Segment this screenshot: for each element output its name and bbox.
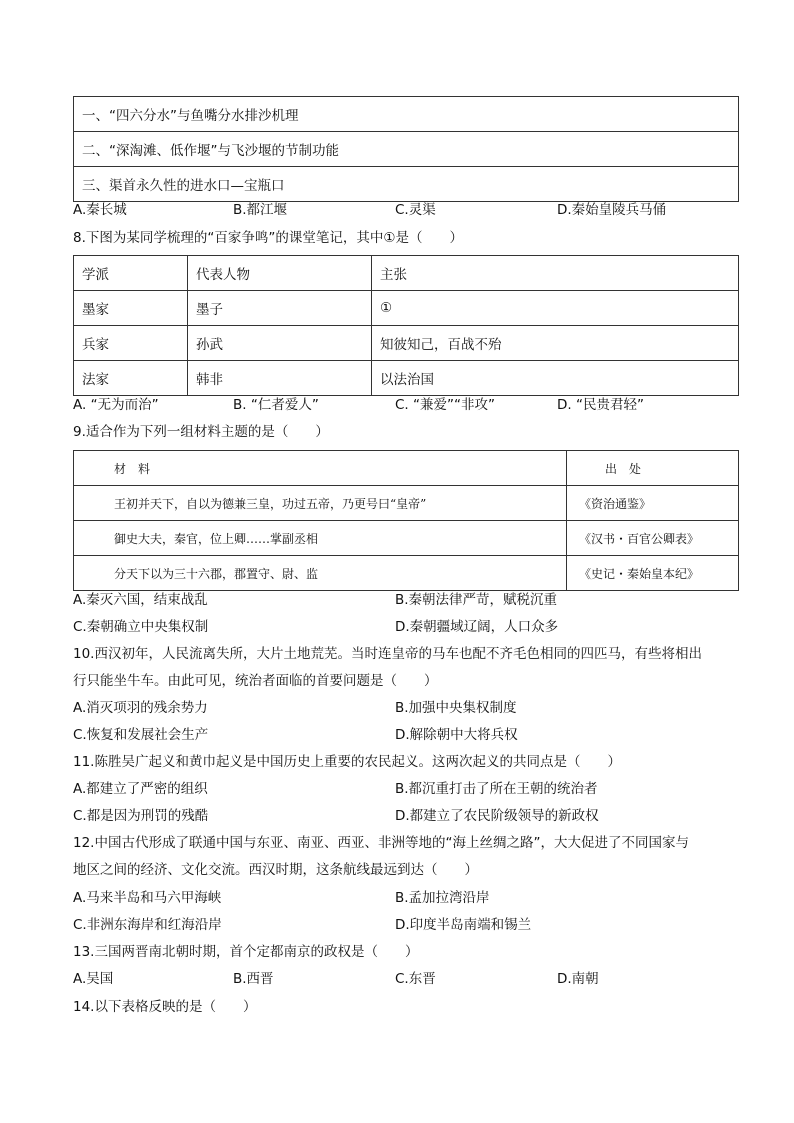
q10-option-b[interactable]: B.加强中央集权制度 (395, 700, 517, 716)
q9-option-d[interactable]: D.秦朝疆域辽阔，人口众多 (395, 619, 559, 635)
q8-cell: 以法治国 (372, 361, 739, 396)
q8-cell: 兵家 (74, 326, 188, 361)
q8-cell: ① (372, 291, 739, 326)
q13-option-d[interactable]: D.南朝 (557, 971, 599, 987)
q7-table-row: 二、“深淘滩、低作堰”与飞沙堰的节制功能 (74, 132, 739, 167)
q11-option-b[interactable]: B.都沉重打击了所在王朝的统治者 (395, 781, 598, 797)
q8-cell: 韩非 (188, 361, 372, 396)
q9-header-source: 出 处 (567, 451, 739, 486)
q11-option-a[interactable]: A.都建立了严密的组织 (73, 781, 208, 797)
q7-option-d[interactable]: D.秦始皇陵兵马俑 (557, 202, 667, 218)
q8-stem: 8.下图为某同学梳理的“百家争鸣”的课堂笔记，其中①是（ ） (73, 230, 463, 246)
q7-option-b[interactable]: B.都江堰 (233, 202, 288, 218)
q9-cell-material: 御史大夫，秦官，位上卿……掌副丞相 (74, 521, 567, 556)
q12-option-a[interactable]: A.马来半岛和马六甲海峡 (73, 890, 222, 906)
q7-option-a[interactable]: A.秦长城 (73, 202, 127, 218)
q9-cell-material: 王初并天下，自以为德兼三皇，功过五帝，乃更号曰“皇帝” (74, 486, 567, 521)
q9-cell-material: 分天下以为三十六郡，郡置守、尉、监 (74, 556, 567, 591)
q8-cell: 知彼知己，百战不殆 (372, 326, 739, 361)
q13-option-b[interactable]: B.西晋 (233, 971, 274, 987)
q12-option-d[interactable]: D.印度半岛南端和锡兰 (395, 917, 532, 933)
q10-option-c[interactable]: C.恢复和发展社会生产 (73, 727, 209, 743)
q9-header-material: 材 料 (74, 451, 567, 486)
q10-option-a[interactable]: A.消灭项羽的残余势力 (73, 700, 208, 716)
q13-option-c[interactable]: C.东晋 (395, 971, 436, 987)
q8-header-claim: 主张 (372, 256, 739, 291)
q12-option-c[interactable]: C.非洲东海岸和红海沿岸 (73, 917, 222, 933)
q12-option-b[interactable]: B.孟加拉湾沿岸 (395, 890, 490, 906)
q9-option-b[interactable]: B.秦朝法律严苛，赋税沉重 (395, 592, 558, 608)
q9-option-c[interactable]: C.秦朝确立中央集权制 (73, 619, 209, 635)
q10-stem-line1: 10.西汉初年，人民流离失所，大片土地荒芜。当时连皇帝的马车也配不齐毛色相同的四匹马，有些将相出 (73, 646, 702, 662)
q8-table (73, 255, 739, 396)
q12-stem-line2: 地区之间的经济、文化交流。西汉时期，这条航线最远到达（ ） (73, 862, 478, 878)
q8-header-school: 学派 (74, 256, 188, 291)
q7-table-row: 一、“四六分水”与鱼嘴分水排沙机理 (74, 97, 739, 132)
q7-table (73, 96, 739, 202)
q8-option-b[interactable]: B. “仁者爱人” (233, 397, 319, 413)
q11-option-c[interactable]: C.都是因为刑罚的残酷 (73, 808, 209, 824)
q12-stem-line1: 12.中国古代形成了联通中国与东亚、南亚、西亚、非洲等地的“海上丝绸之路”，大大促进了不同国家与 (73, 835, 689, 851)
q10-stem-line2: 行只能坐牛车。由此可见，统治者面临的首要问题是（ ） (73, 673, 438, 689)
q10-option-d[interactable]: D.解除朝中大将兵权 (395, 727, 518, 743)
q9-cell-source: 《史记・秦始皇本纪》 (567, 556, 739, 591)
q9-cell-source: 《汉书・百官公卿表》 (567, 521, 739, 556)
q9-cell-source: 《资治通鉴》 (567, 486, 739, 521)
q8-option-d[interactable]: D. “民贵君轻” (557, 397, 644, 413)
q8-cell: 孙武 (188, 326, 372, 361)
q8-cell: 墨子 (188, 291, 372, 326)
q9-table (73, 450, 739, 591)
q9-option-a[interactable]: A.秦灭六国，结束战乱 (73, 592, 208, 608)
q13-stem: 13.三国两晋南北朝时期，首个定都南京的政权是（ ） (73, 944, 419, 960)
q7-option-c[interactable]: C.灵渠 (395, 202, 436, 218)
q13-option-a[interactable]: A.吴国 (73, 971, 114, 987)
q11-stem: 11.陈胜吴广起义和黄巾起义是中国历史上重要的农民起义。这两次起义的共同点是（ ） (73, 754, 621, 770)
q9-stem: 9.适合作为下列一组材料主题的是（ ） (73, 424, 329, 440)
q7-table-row: 三、渠首永久性的进水口—宝瓶口 (74, 167, 739, 202)
q8-cell: 墨家 (74, 291, 188, 326)
q8-option-c[interactable]: C. “兼爱”“非攻” (395, 397, 495, 413)
q8-header-person: 代表人物 (188, 256, 372, 291)
q8-option-a[interactable]: A. “无为而治” (73, 397, 159, 413)
q8-cell: 法家 (74, 361, 188, 396)
q14-stem: 14.以下表格反映的是（ ） (73, 999, 257, 1015)
q11-option-d[interactable]: D.都建立了农民阶级领导的新政权 (395, 808, 599, 824)
